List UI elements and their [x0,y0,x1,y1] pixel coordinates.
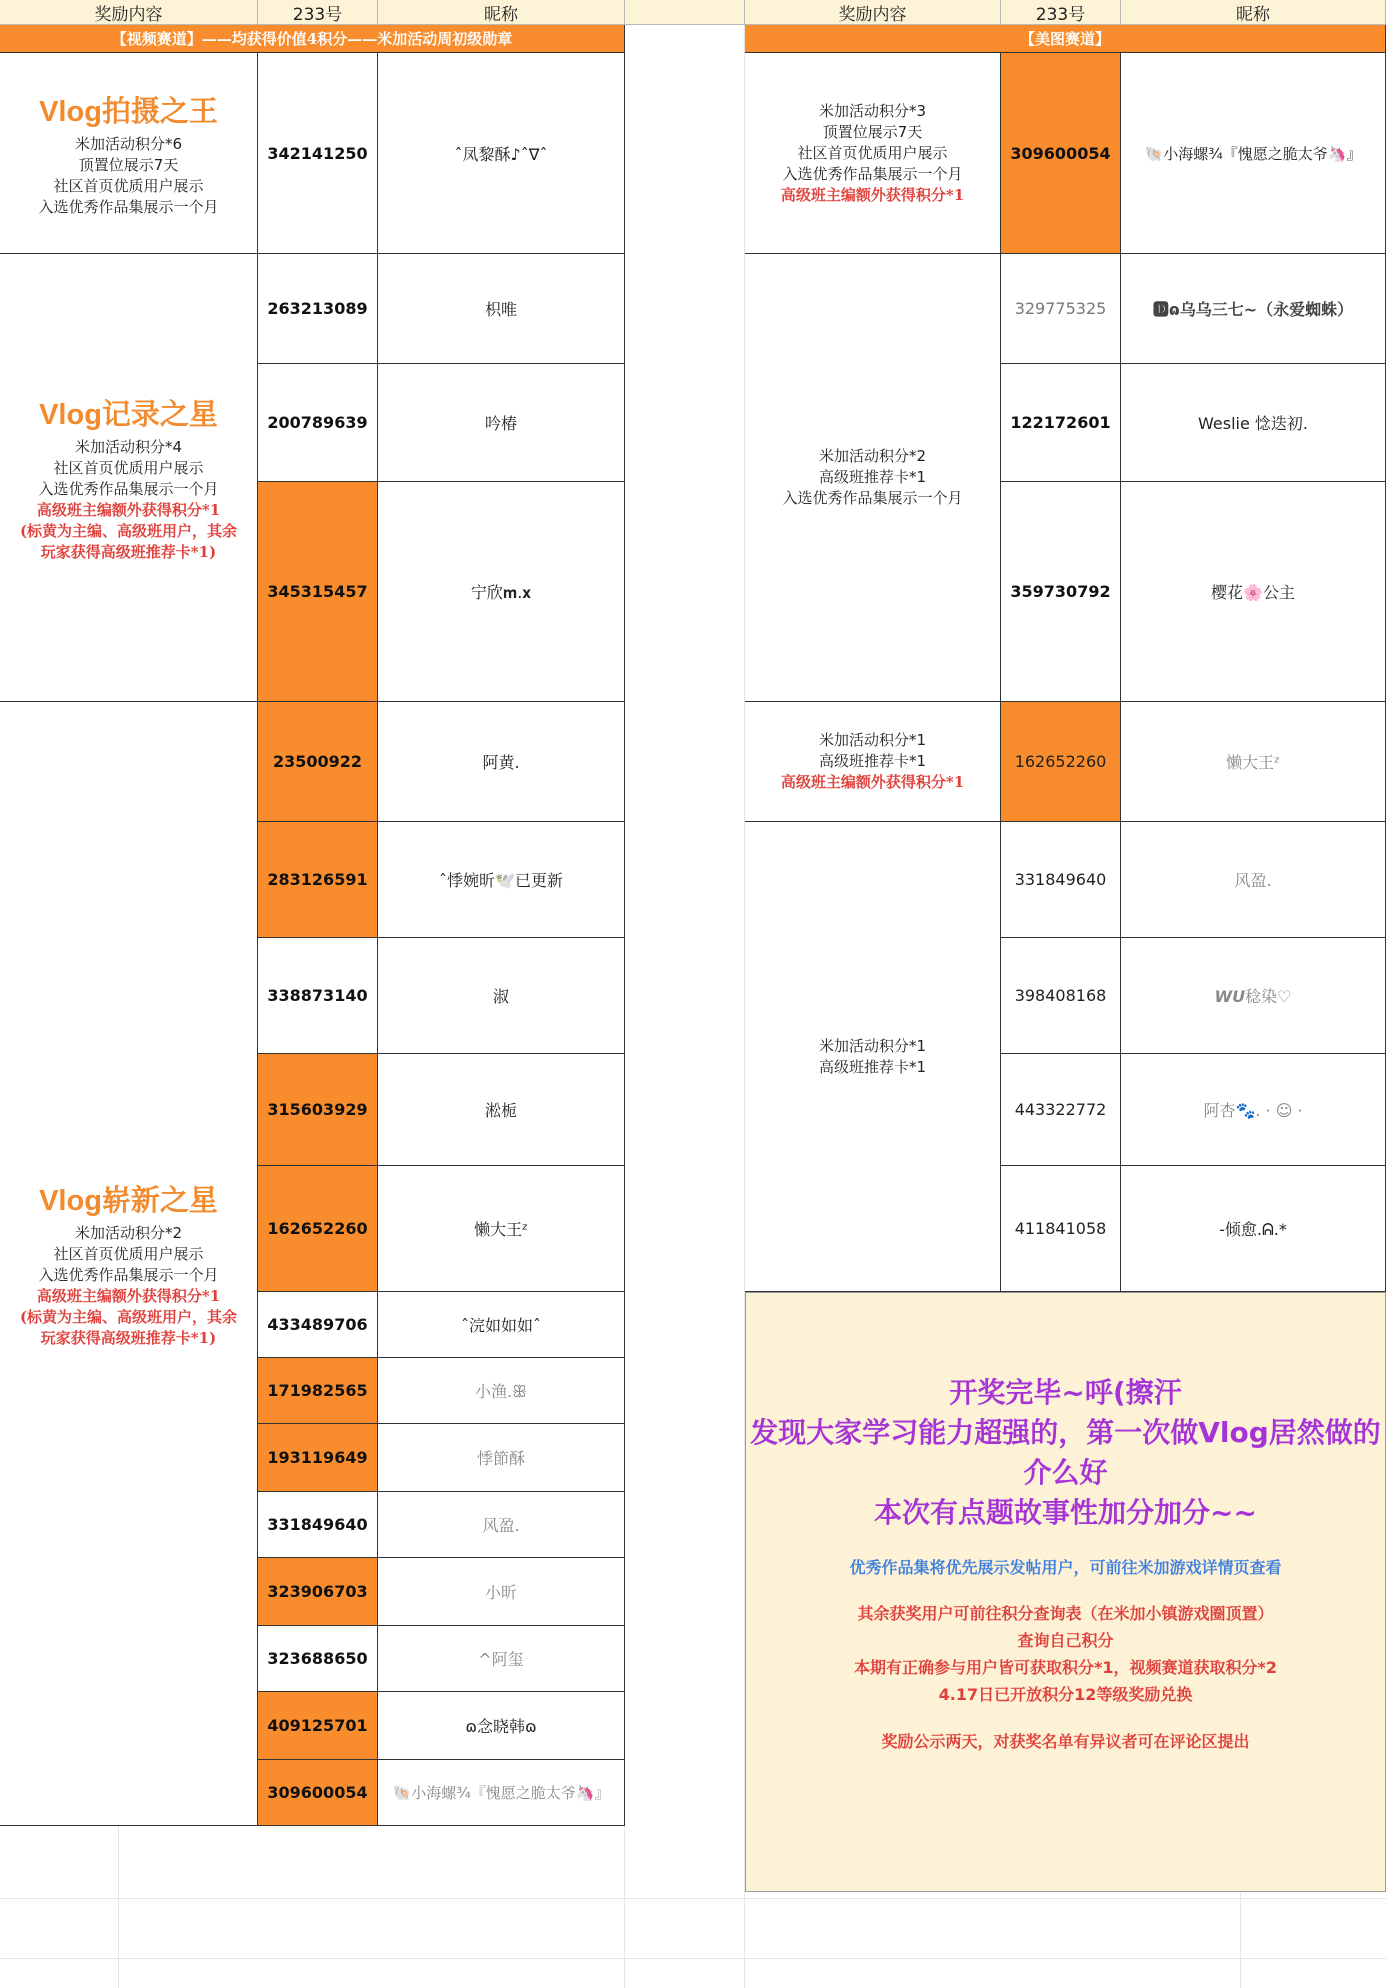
header-reward-label: 奖励内容 [94,4,163,25]
announcement-headline: 发现大家学习能力超强的，第一次做Vlog居然做的 [750,1416,1381,1449]
table-cell-name [378,1358,625,1424]
reward-red-line: 高级班主编额外获得积分*1 [780,185,965,204]
reward-line: 高级班推荐卡*1 [818,752,927,770]
table-cell-name [1121,254,1386,364]
announcement-red-note: 本期有正确参与用户皆可获取积分*1，视频赛道获取积分*2 [853,1658,1277,1677]
table-cell-id [258,364,378,482]
table-cell-id-highlight [258,1358,378,1424]
user-id: 433489706 [267,1315,368,1334]
user-nickname: ˆ凤黎酥♪ˆ∇ˆ [454,144,548,164]
user-nickname: ɷ念晓韩ɷ [465,1717,537,1736]
user-nickname: 阿杏🐾. · ☺ · [1203,1101,1303,1120]
table-cell-id-highlight [258,702,378,822]
user-id: 345315457 [267,582,368,601]
reward-image-tier-2 [745,254,1001,702]
reward-line: 高级班推荐卡*1 [818,1057,927,1076]
table-cell-id-highlight [258,482,378,702]
user-nickname: 𝙒𝙐稔染♡ [1214,987,1292,1006]
user-id: 443322772 [1014,1100,1107,1119]
user-id: 315603929 [267,1100,368,1119]
user-nickname: ^阿玺 [478,1650,524,1669]
header-nickname-right-label: 昵称 [1236,4,1270,25]
table-cell-name [378,938,625,1054]
table-cell-name [378,702,625,822]
reward-line: 入选优秀作品集展示一个月 [38,480,219,498]
reward-image-tier-1 [745,53,1001,254]
header-empty [625,0,745,25]
table-cell-id-highlight [258,1558,378,1626]
reward-vlog-king [0,53,258,254]
table-cell-id [1001,364,1121,482]
table-cell-name [1121,53,1386,254]
user-id: 23500922 [272,752,363,771]
reward-red-line: (标黄为主编、高级班用户，其余 [19,522,238,540]
table-cell-name [1121,1054,1386,1166]
reward-line: 社区首页优质用户展示 [797,143,948,162]
reward-line: 社区首页优质用户展示 [53,1245,204,1263]
user-id: 323906703 [267,1582,368,1601]
header-nickname-right [1121,0,1386,25]
user-id: 338873140 [267,986,368,1005]
table-cell-name [378,1292,625,1358]
table-cell-id [258,53,378,254]
reward-line: 入选优秀作品集展示一个月 [38,197,219,216]
reward-line: 米加活动积分*2 [74,1224,183,1242]
reward-title: Vlog崭新之星 [39,1185,218,1217]
user-id: 309600054 [1010,143,1111,163]
table-cell-name [378,1424,625,1492]
header-nickname-label: 昵称 [484,4,518,25]
header-id-right-label: 233号 [1035,4,1086,25]
table-cell-name [378,482,625,702]
announcement-red-note: 其余获奖用户可前往积分查询表（在米加小镇游戏圈顶置） [857,1604,1274,1623]
reward-line: 顶置位展示7天 [822,122,923,141]
header-id-right [1001,0,1121,25]
announcement-headline: 本次有点题故事性加分加分~~ [874,1496,1257,1529]
table-cell-id-highlight [258,1054,378,1166]
video-track-banner [0,25,625,53]
table-cell-name [378,53,625,254]
reward-line: 入选优秀作品集展示一个月 [38,1266,219,1284]
reward-red-line: 高级班主编额外获得积分*1 [780,773,965,791]
user-nickname: Weslie 惗迭初. [1198,414,1308,433]
announcement-headline: 开奖完毕~呼(擦汗 [949,1376,1182,1409]
table-cell-id-highlight [258,1692,378,1760]
table-cell-name [378,1166,625,1292]
user-id: 331849640 [267,1515,368,1534]
table-cell-name [1121,364,1386,482]
reward-line: 米加活动积分*6 [74,134,183,153]
table-cell-id-highlight [258,1760,378,1826]
header-reward-right-label: 奖励内容 [838,4,907,25]
reward-red-line: 玩家获得高级班推荐卡*1) [40,1329,217,1347]
user-id: 409125701 [267,1716,368,1735]
user-nickname: 风盈. [1234,871,1272,890]
user-nickname: 阿黄. [482,753,520,772]
reward-line: 米加活动积分*4 [74,438,183,456]
reward-red-line: 玩家获得高级班推荐卡*1) [40,543,217,561]
table-cell-id [258,938,378,1054]
table-cell-name [378,1054,625,1166]
table-cell-name [378,1558,625,1626]
reward-line: 入选优秀作品集展示一个月 [782,489,963,507]
user-nickname: -倾愈.ᕱ.* [1219,1220,1287,1239]
table-cell-name [1121,1166,1386,1292]
table-cell-id-highlight [1001,53,1121,254]
table-cell-id [1001,1166,1121,1292]
user-nickname: 宁欣𝐦.𝐱 [470,583,532,602]
user-id: 263213089 [267,299,368,318]
reward-vlog-record-star [0,254,258,702]
table-cell-id [258,254,378,364]
user-nickname: 懒大王ᶻ [1226,753,1280,772]
user-nickname: 吟椿 [484,414,517,433]
table-cell-name [378,254,625,364]
reward-title: Vlog记录之星 [39,399,218,431]
user-id: 162652260 [1014,752,1107,771]
user-id: 309600054 [267,1783,368,1802]
table-cell-id [1001,254,1121,364]
table-cell-id [1001,1054,1121,1166]
reward-line: 米加活动积分*1 [818,731,927,749]
header-reward-right [745,0,1001,25]
user-nickname: 悸節酥 [476,1449,525,1468]
table-cell-name [378,822,625,938]
table-cell-id-highlight [1001,702,1121,822]
table-cell-name [1121,702,1386,822]
table-cell-name [1121,822,1386,938]
user-nickname: ˆ悸婉昕🕊️已更新 [439,871,563,890]
video-track-banner-text: 【视频赛道】——均获得价值4积分——米加活动周初级勋章 [111,30,513,48]
user-nickname: 樱花🌸公主 [1211,583,1295,602]
reward-line: 米加活动积分*3 [818,101,927,120]
user-id: 283126591 [267,870,368,889]
table-cell-name [378,1626,625,1692]
announcement-red-note: 奖励公示两天，对获奖名单有异议者可在评论区提出 [881,1732,1250,1751]
user-id: 398408168 [1014,986,1107,1005]
user-nickname: 小渔.ꕥ [475,1382,527,1401]
announcement-blue-note: 优秀作品集将优先展示发帖用户，可前往米加游戏详情页查看 [849,1558,1282,1577]
header-reward [0,0,258,25]
user-nickname: 🐚小海螺¾『愧愿之脆太爷🦄』 [1144,144,1362,163]
table-cell-name [378,1492,625,1558]
table-cell-id [258,1626,378,1692]
table-cell-id-highlight [258,1166,378,1292]
header-id-label: 233号 [292,4,343,25]
table-cell-name [1121,938,1386,1054]
user-nickname: 枳唯 [484,300,517,319]
reward-line: 入选优秀作品集展示一个月 [782,164,963,183]
table-cell-name [378,364,625,482]
reward-red-line: 高级班主编额外获得积分*1 [36,1287,221,1305]
image-track-banner [745,25,1386,53]
reward-red-line: (标黄为主编、高级班用户，其余 [19,1308,238,1326]
user-id: 122172601 [1010,413,1111,432]
table-cell-name [1121,482,1386,702]
image-track-banner-text: 【美图赛道】 [1019,30,1110,48]
user-nickname: 懒大王ᶻ [474,1220,528,1239]
table-cell-id [1001,938,1121,1054]
user-id: 411841058 [1014,1219,1107,1238]
reward-line: 社区首页优质用户展示 [53,176,204,195]
user-id: 171982565 [267,1381,368,1400]
user-id: 359730792 [1010,582,1111,601]
table-cell-id [258,1492,378,1558]
user-nickname: 🅳ɷ乌乌三七~（永爱蜘蛛） [1152,300,1354,319]
announcement-red-note: 查询自己积分 [1017,1631,1114,1650]
table-cell-id [258,1292,378,1358]
table-cell-id [1001,822,1121,938]
table-cell-name [378,1692,625,1760]
reward-red-line: 高级班主编额外获得积分*1 [36,501,221,519]
user-nickname: 风盈. [482,1516,520,1535]
user-nickname: ˆ浣如如如ˆ [460,1316,541,1335]
user-id: 331849640 [1014,870,1107,889]
reward-image-tier-4 [745,822,1001,1292]
user-id: 162652260 [267,1219,368,1238]
reward-line: 米加活动积分*2 [818,447,927,465]
user-nickname: 淞栀 [484,1101,517,1120]
user-nickname: 🐚小海螺¾『愧愿之脆太爷🦄』 [392,1784,610,1802]
user-id: 200789639 [267,413,368,432]
reward-image-tier-3 [745,702,1001,822]
header-nickname [378,0,625,25]
table-cell-id-highlight [258,822,378,938]
header-id [258,0,378,25]
table-cell-id [1001,482,1121,702]
announcement-red-note: 4.17日已开放积分12等级奖励兑换 [938,1685,1193,1704]
user-id: 329775325 [1014,299,1107,318]
user-nickname: 小昕 [484,1583,517,1602]
user-id: 342141250 [267,143,368,163]
reward-line: 社区首页优质用户展示 [53,459,204,477]
user-id: 193119649 [267,1448,368,1467]
reward-line: 高级班推荐卡*1 [818,468,927,486]
reward-line: 米加活动积分*1 [818,1036,927,1055]
table-cell-id-highlight [258,1424,378,1492]
table-cell-name [378,1760,625,1826]
reward-title: Vlog拍摄之王 [39,95,218,128]
user-nickname: 淑 [492,987,509,1006]
user-id: 323688650 [267,1649,368,1668]
reward-vlog-new-star [0,702,258,1826]
announcement-headline: 介么好 [1023,1456,1108,1489]
reward-line: 顶置位展示7天 [78,155,179,174]
announcement-box [745,1292,1386,1892]
